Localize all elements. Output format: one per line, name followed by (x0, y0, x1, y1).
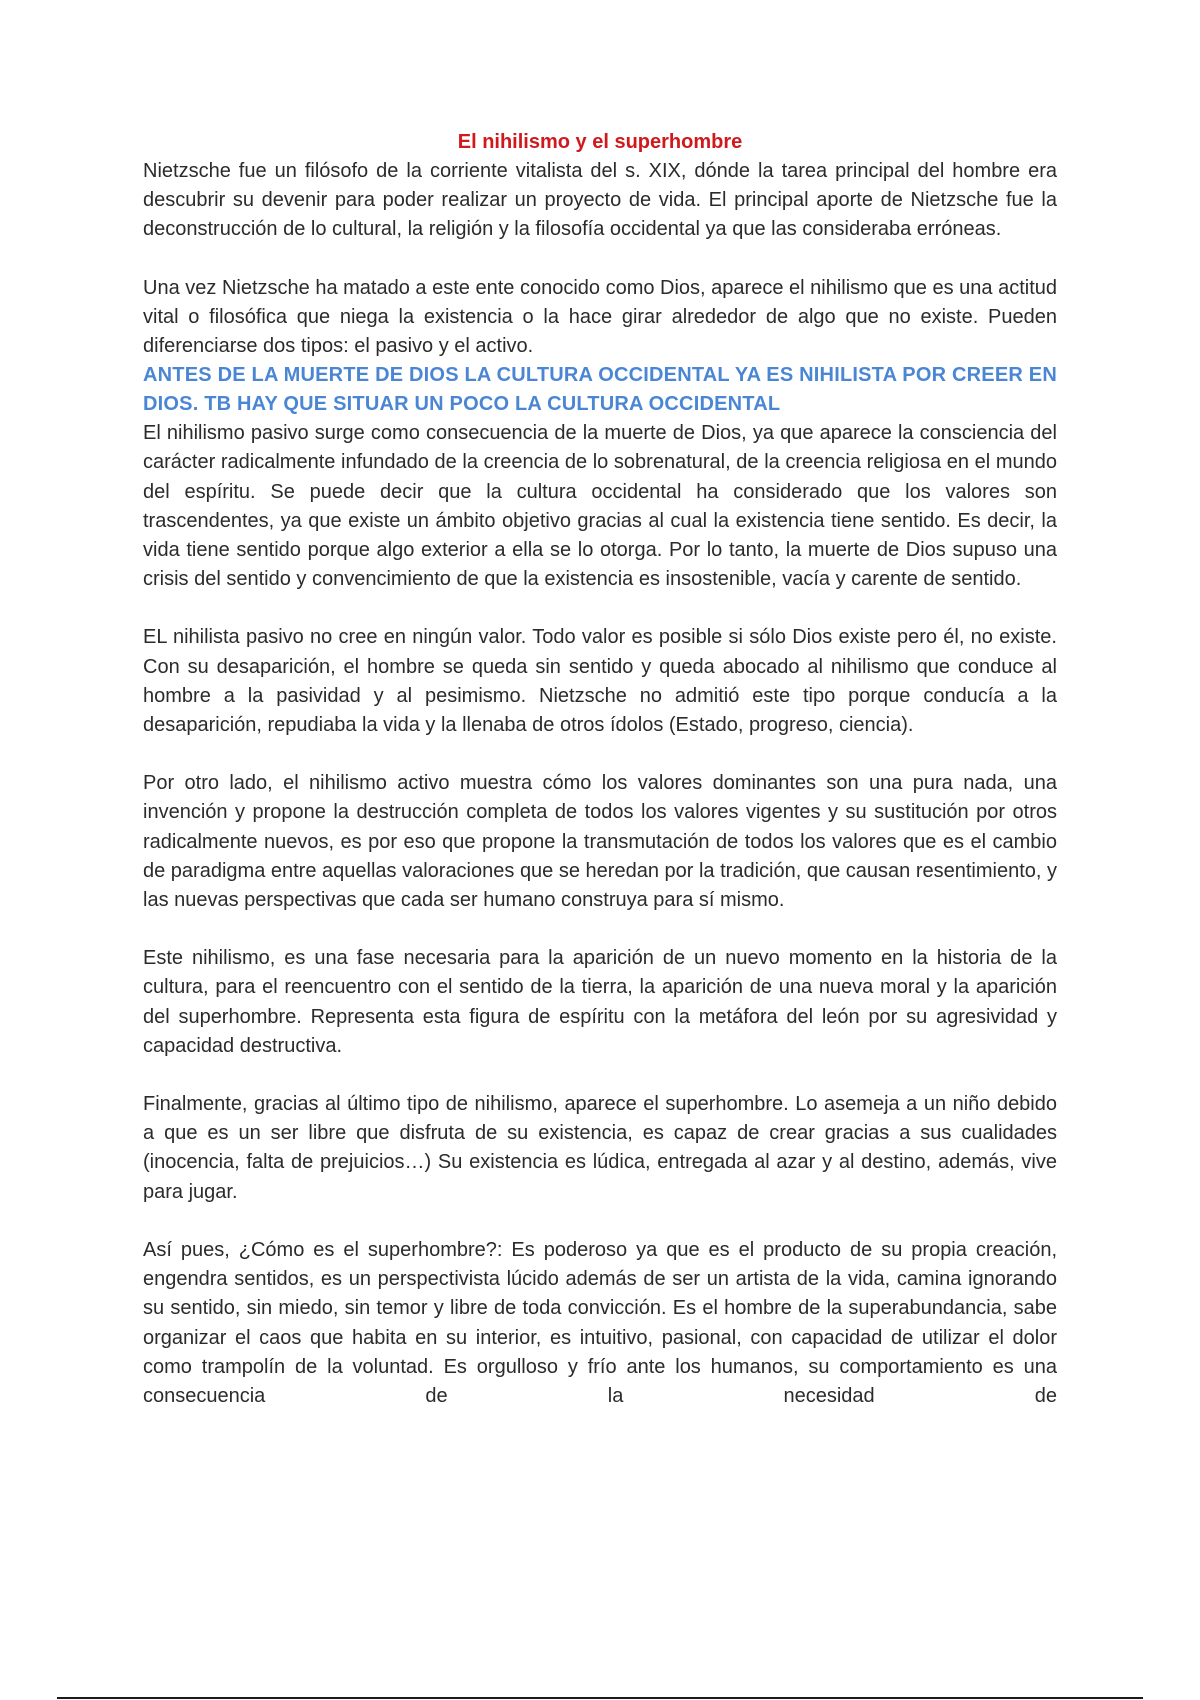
annotation-note: ANTES DE LA MUERTE DE DIOS LA CULTURA OCCIDENTAL YA ES NIHILISTA POR CREER EN DIOS. TB HAY QUE SITUAR UN POCO LA CULTURA OCCIDENTAL (143, 364, 1057, 416)
paragraph-active-nihilism: Por otro lado, el nihilismo activo muestra cómo los valores dominantes son una pura nada, una invención y propone la destrucción completa de todos los valores vigentes y su sustitución por otros radicalmente nuevos, es por eso que propone la transmutación de todos los valores que es el cambio de paradigma entre aquellas valoraciones que se heredan por la tradición, que causan resentimiento, y las nuevas perspectivas que cada ser humano construya para sí mismo. (143, 772, 1057, 912)
footer-divider (57, 1697, 1143, 1699)
paragraph-passive-nihilism: El nihilismo pasivo surge como consecuencia de la muerte de Dios, ya que aparece la consciencia del carácter radicalmente infundado de la creencia de lo sobrenatural, de la creencia religiosa en el mundo del espíritu. Se puede decir que la cultura occidental ha considerado que los valores son trascendentes, ya que existe un ámbito objetivo gracias al cual la existencia tiene sentido. Es decir, la vida tiene sentido porque algo exterior a ella se lo otorga. Por lo tanto, la muerte de Dios supuso una crisis del sentido y convencimiento de que la existencia es insostenible, vacía y carente de sentido. (143, 422, 1057, 591)
paragraph-necessary-phase: Este nihilismo, es una fase necesaria para la aparición de un nuevo momento en la historia de la cultura, para el reencuentro con el sentido de la tierra, la aparición de una nueva moral y la aparición del superhombre. Representa esta figura de espíritu con la metáfora del león por su agresividad y capacidad destructiva. (143, 947, 1057, 1057)
paragraph-intro: Nietzsche fue un filósofo de la corriente vitalista del s. XIX, dónde la tarea principal del hombre era descubrir su devenir para poder realizar un proyecto de vida. El principal aporte de Nietzsche fue la deconstrucción de lo cultural, la religión y la filosofía occidental ya que las consideraba erróneas. (143, 160, 1057, 241)
paragraph-nihilism-definition: Una vez Nietzsche ha matado a este ente conocido como Dios, aparece el nihilismo que es una actitud vital o filosófica que niega la existencia o la hace girar alrededor de algo que no existe. Pueden diferenciarse dos tipos: el pasivo y el activo. (143, 276, 1057, 358)
document-page (143, 128, 1057, 1411)
paragraph-superhombre-child: Finalmente, gracias al último tipo de nihilismo, aparece el superhombre. Lo asemeja a un niño debido a que es un ser libre que disfruta de su existencia, es capaz de crear gracias a sus cualidades (inocencia, falta de prejuicios…) Su existencia es lúdica, entregada al azar y al destino, además, vive para jugar. (143, 1093, 1057, 1203)
paragraph-passive-nihilist: EL nihilista pasivo no cree en ningún valor. Todo valor es posible si sólo Dios existe pero él, no existe. Con su desaparición, el hombre se queda sin sentido y queda abocado al nihilismo que conduce al hombre a la pasividad y al pesimismo. Nietzsche no admitió este tipo porque conducía a la desaparición, repudiaba la vida y la llenaba de otros ídolos (Estado, progreso, ciencia). (143, 626, 1057, 737)
paragraph-superhombre-description: Así pues, ¿Cómo es el superhombre?: Es poderoso ya que es el producto de su propia creación, engendra sentidos, es un perspectivista lúcido además de ser un artista de la vida, camina ignorando su sentido, sin miedo, sin temor y libre de toda convicción. Es el hombre de la superabundancia, sabe organizar el caos que habita en su interior, es intuitivo, pasional, con capacidad de utilizar el dolor como trampolín de la voluntad. Es orgulloso y frío ante los humanos, su comportamiento es una consecuencia de la necesidad de (143, 1238, 1057, 1407)
document-title: El nihilismo y el superhombre (457, 131, 743, 153)
